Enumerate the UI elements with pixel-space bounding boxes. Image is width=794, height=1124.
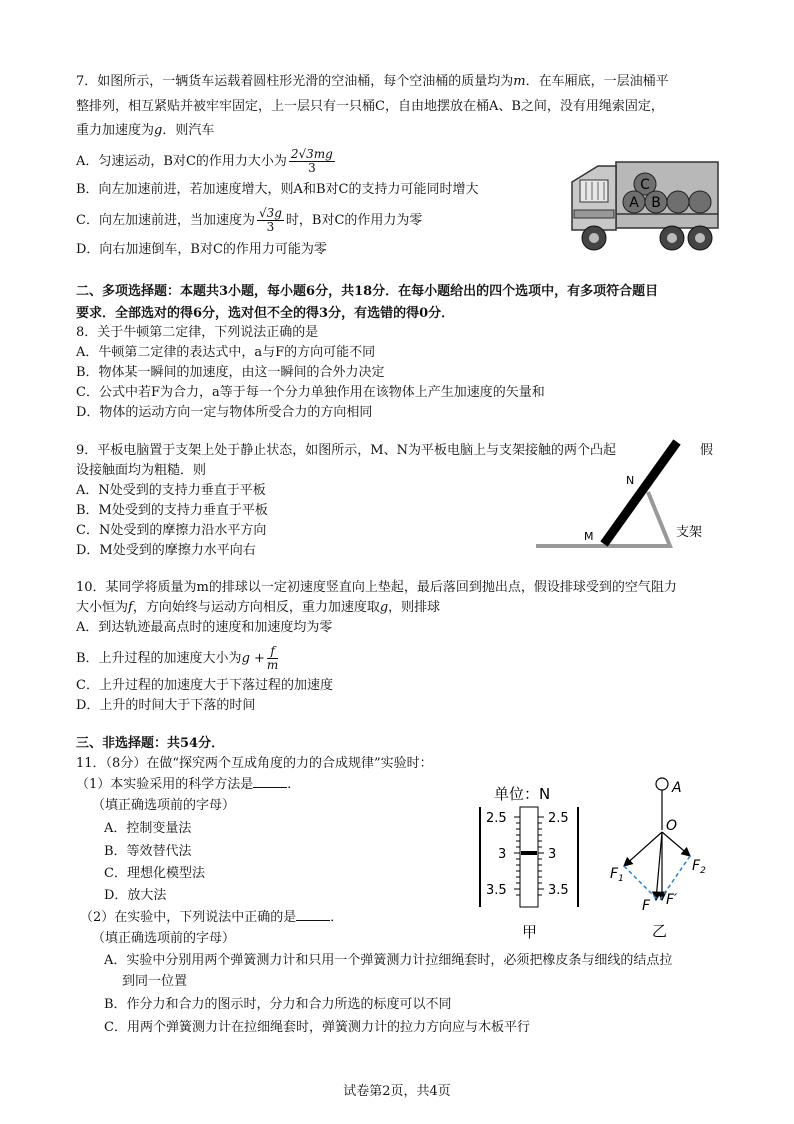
q11-part2-option-c: C．用两个弹簧测力计在拉细绳套时，弹簧测力计的拉力方向应与木板平行 xyxy=(104,1020,530,1035)
label-a: A xyxy=(672,780,682,796)
q9-stem-line1: 9．平板电脑置于支架上处于静止状态，如图所示，M、N为平板电脑上与支架接触的两个凸起 xyxy=(76,443,616,458)
label-n: N xyxy=(626,474,635,487)
q11-part1-option-c: C．理想化模型法 xyxy=(104,866,205,881)
q7-stem-line2: 整排列，相互紧贴并被牢牢固定，上一层只有一只桶C，自由地摆放在桶A、B之间，没有用绳索固定， xyxy=(76,99,664,114)
label-o: O xyxy=(666,818,678,834)
q11-part1: （1）本实验采用的科学方法是 ． xyxy=(76,777,301,792)
spring-scale-figure xyxy=(474,777,586,942)
q11-part2-option-b: B．作分力和合力的图示时，分力和合力所选的标度可以不同 xyxy=(104,997,452,1012)
q9-stem-line2: 设接触面均为粗糙．则 xyxy=(76,463,207,478)
section2-title-line1: 二、多项选择题：本题共3小题，每小题6分，共18分．在每小题给出的四个选项中，有多项符合题目 xyxy=(76,284,659,299)
truck-figure xyxy=(568,160,720,256)
label-f: F xyxy=(642,898,651,914)
q8-option-a: A．牛顿第二定律的表达式中，a与F的方向可能不同 xyxy=(76,345,376,360)
tick-right-3: 3 xyxy=(548,847,557,862)
q9-option-d: D．M处受到的摩擦力水平向右 xyxy=(76,543,256,558)
q10-option-c: C．上升过程的加速度大于下落过程的加速度 xyxy=(76,678,333,693)
q11-part2: （2）在实验中，下列说法中正确的是 ． xyxy=(80,910,344,925)
q7-option-c: C．向左加速前进，当加速度为 $\frac{√3g}{3}$ 时，B对C的作用力为零 xyxy=(76,206,423,234)
tick-left-3: 3 xyxy=(498,847,507,862)
q9-option-b: B．M处受到的支持力垂直于平板 xyxy=(76,503,268,518)
label-m: M xyxy=(584,530,594,543)
q7-stem-line3: 重力加速度为g．则汽车 xyxy=(76,123,215,138)
section3-title: 三、非选择题：共54分． xyxy=(76,736,225,751)
tablet-stand-figure xyxy=(534,436,734,554)
q8-option-d: D．物体的运动方向一定与物体所受合力的方向相同 xyxy=(76,405,373,420)
q7-option-d: D．向右加速倒车，B对C的作用力可能为零 xyxy=(76,242,327,257)
q11-part1-option-a: A．控制变量法 xyxy=(104,821,192,836)
tick-left-2-5: 2.5 xyxy=(486,811,507,826)
q7-option-b: B．向左加速前进，若加速度增大，则A和B对C的支持力可能同时增大 xyxy=(76,182,479,197)
q8-stem: 8．关于牛顿第二定律，下列说法正确的是 xyxy=(76,325,319,340)
q11-stem: 11．（8分）在做“探究两个互成角度的力的合成规律”实验时： xyxy=(76,756,433,771)
label-f1: $F_1$ xyxy=(610,866,624,884)
label-yi: 乙 xyxy=(652,922,668,940)
q10-option-b: B．上升过程的加速度大小为g + $\frac{f}{m}$ xyxy=(76,644,279,672)
q8-option-c: C．公式中若F为合力，a等于每一个分力单独作用在该物体上产生加速度的矢量和 xyxy=(76,385,545,400)
label-f-prime: F′ xyxy=(666,892,678,908)
q10-option-d: D．上升的时间大于下落的时间 xyxy=(76,698,256,713)
q9-stem-line1-end: 假 xyxy=(700,443,714,458)
q10-stem-line1: 10．某同学将质量为m的排球以一定初速度竖直向上垫起，最后落回到抛出点，假设排球受到的空气阻力 xyxy=(76,580,677,595)
label-f2: $F_2$ xyxy=(692,858,706,876)
q11-part1-hint: （填正确选项前的字母） xyxy=(92,798,236,813)
unit-label: 单位：N xyxy=(494,785,551,803)
force-diagram-figure xyxy=(604,774,724,940)
label-stand: 支架 xyxy=(676,525,703,540)
q10-stem-line2: 大小恒为f，方向始终与运动方向相反，重力加速度取g，则排球 xyxy=(76,600,441,615)
q11-part2-option-a-line2: 到同一位置 xyxy=(122,974,188,989)
q11-part2-option-a-line1: A．实验中分别用两个弹簧测力计和只用一个弹簧测力计拉细绳套时，必须把橡皮条与细线的结点拉 xyxy=(104,953,673,968)
barrel-label-b: B xyxy=(651,195,661,211)
q7-option-a: A．匀速运动，B对C的作用力大小为 $\frac{2√3mg}{3}$ xyxy=(76,147,333,175)
page-footer: 试卷第2页，共4页 xyxy=(343,1084,451,1099)
barrel-label-c: C xyxy=(640,177,650,193)
barrel-label-a: A xyxy=(629,195,639,211)
tick-right-2-5: 2.5 xyxy=(548,811,569,826)
tick-right-3-5: 3.5 xyxy=(548,883,569,898)
q10-option-a: A．到达轨迹最高点时的速度和加速度均为零 xyxy=(76,620,333,635)
q9-option-c: C．N处受到的摩擦力沿水平方向 xyxy=(76,523,267,538)
q11-part1-option-b: B．等效替代法 xyxy=(104,844,192,859)
q11-part1-option-d: D．放大法 xyxy=(104,888,167,903)
tick-left-3-5: 3.5 xyxy=(486,883,507,898)
q11-part1-blank[interactable] xyxy=(253,775,287,788)
q11-part2-hint: （填正确选项前的字母） xyxy=(92,931,236,946)
q11-part2-blank[interactable] xyxy=(296,908,330,921)
q8-option-b: B．物体某一瞬间的加速度，由这一瞬间的合外力决定 xyxy=(76,365,385,380)
section2-title-line2: 要求．全部选对的得6分，选对但不全的得3分，有选错的得0分． xyxy=(76,306,455,321)
q7-stem-line1: 7．如图所示，一辆货车运载着圆柱形光滑的空油桶，每个空油桶的质量均为m．在车厢底，一层油桶平 xyxy=(76,74,669,89)
label-jia: 甲 xyxy=(522,923,538,941)
q9-option-a: A．N处受到的支持力垂直于平板 xyxy=(76,483,266,498)
